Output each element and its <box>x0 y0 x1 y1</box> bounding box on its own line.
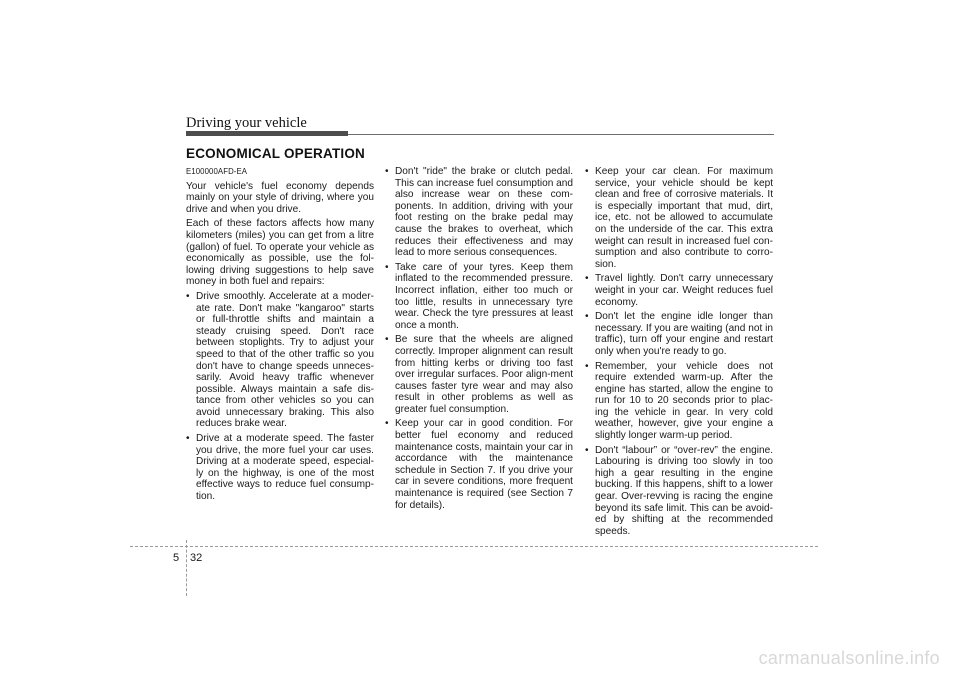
bullet-icon: • <box>385 166 389 177</box>
list-item-text: Keep your car clean. For maximum service, your vehicle should be kept clean and free of corrosive materials. It is especially important that mud, dirt, ice, etc. not be allowed to accumulate on the underside of the car. This extra weight can result in increased fuel con-sumption and also contribute to corro-sion. <box>595 166 773 270</box>
list-item <box>585 361 773 442</box>
list-item-text: Don't let the engine idle longer than necessary. If you are waiting (and not in traffic), turn off your engine and restart only when you're ready to go. <box>595 311 773 357</box>
list-item <box>186 433 374 503</box>
list-item-text: Don't “labour” or “over-rev” the engine. Labouring is driving too slowly in too high a gear resulting in the engine bucking. If this happens, shift to a lower gear. Over-revving is racing the engine beyond its safe limit. This can be avoid-ed by shifting at the recommended speeds. <box>595 444 773 537</box>
bullet-icon: • <box>186 433 190 445</box>
section-title: ECONOMICAL OPERATION <box>186 146 366 161</box>
bullet-icon: • <box>385 261 389 273</box>
list-item <box>585 273 773 308</box>
list-item-text: Drive at a moderate speed. The faster you drive, the more fuel your car uses. Driving at a moderate speed, especial-ly on the highway, is one of the most effective ways to reduce fuel consump-tion. <box>196 433 374 503</box>
list-item-text: Travel lightly. Don't carry unnecessary weight in your car. Weight reduces fuel economy. <box>595 273 773 308</box>
list-item <box>385 418 573 511</box>
chapter-number: 5 <box>173 552 180 564</box>
list-item <box>585 445 773 538</box>
bullet-list-col2 <box>385 166 573 511</box>
bullet-list-col1 <box>186 291 374 503</box>
page-number: 32 <box>190 552 203 564</box>
bullet-icon: • <box>585 360 589 372</box>
footer-dashed-rule <box>130 546 818 547</box>
list-item <box>585 311 773 357</box>
list-item <box>385 334 573 415</box>
text-column-2 <box>385 166 573 514</box>
list-item-text: Take care of your tyres. Keep them inflated to the recommended pressure. Incorrect inflation, either too much or too little, results in unnecessary tyre wear. Check the tyre pressures at least once a month. <box>395 261 573 331</box>
footer-vertical-dashed-rule <box>186 540 187 596</box>
bullet-icon: • <box>585 166 589 177</box>
list-item <box>585 166 773 270</box>
bullet-icon: • <box>186 290 190 302</box>
intro-paragraph-1: Your vehicle's fuel economy depends mainly on your style of driving, where you drive and when you drive. <box>186 180 374 215</box>
bullet-icon: • <box>585 273 589 285</box>
intro-paragraph-2: Each of these factors affects how many kilometers (miles) you can get from a litre (gallon) of fuel. To operate your vehicle as economically as possible, use the fol-lowing driving suggestions to help save money in both fuel and repairs: <box>186 218 374 288</box>
list-item-text: Drive smoothly. Accelerate at a moder-ate rate. Don't make "kangaroo" starts or full-throttle shifts and maintain a steady cruising speed. Don't race between stoplights. Try to adjust your speed to that of the other traffic so you don't have to change speeds unneces-sarily. Avoid heavy traffic whenever possible. Always maintain a safe dis-tance from other vehicles so you can avoid unnecessary braking. This also reduces brake wear. <box>196 290 374 430</box>
bullet-icon: • <box>385 418 389 430</box>
list-item <box>385 166 573 259</box>
bullet-list-col3 <box>585 166 773 537</box>
page-header-title: Driving your vehicle <box>186 115 307 131</box>
watermark: carmanualsonline.info <box>758 648 940 668</box>
list-item <box>186 291 374 430</box>
list-item-text: Keep your car in good condition. For better fuel economy and reduced maintenance costs, maintain your car in accordance with the maintenance schedule in Section 7. If you drive your car in severe conditions, more frequent maintenance is required (see Section 7 for details). <box>395 418 573 511</box>
list-item-text: Remember, your vehicle does not require extended warm-up. After the engine has started, allow the engine to run for 10 to 20 seconds prior to plac-ing the vehicle in gear. In very cold weather, however, give your engine a slightly longer warm-up period. <box>595 360 773 442</box>
bullet-icon: • <box>585 444 589 456</box>
bullet-icon: • <box>385 334 389 346</box>
section-code: E100000AFD-EA <box>186 167 248 176</box>
list-item-text: Be sure that the wheels are aligned correctly. Improper alignment can result from hitting kerbs or driving too fast over irregular surfaces. Poor align-ment causes faster tyre wear and may also result in other problems as well as greater fuel consumption. <box>395 334 573 415</box>
list-item <box>385 262 573 332</box>
bullet-icon: • <box>585 311 589 323</box>
header-accent-bar <box>186 131 348 136</box>
list-item-text: Don't "ride" the brake or clutch pedal. This can increase fuel consumption and also increase wear on these com-ponents. In addition, driving with your foot resting on the brake pedal may cause the brakes to overheat, which reduces their effectiveness and may lead to more serious consequences. <box>395 166 573 259</box>
text-column-3 <box>585 166 773 540</box>
text-column-1 <box>186 166 374 506</box>
